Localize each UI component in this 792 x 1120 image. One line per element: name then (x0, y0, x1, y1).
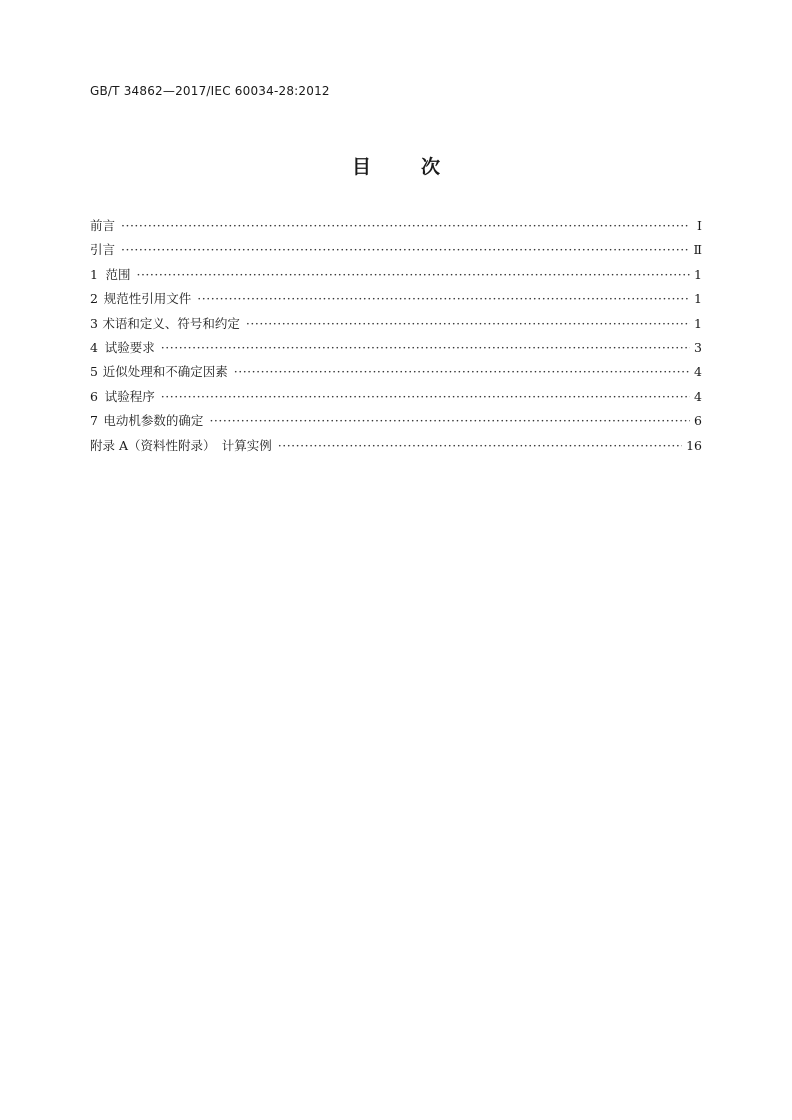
toc-entry-5[interactable] (90, 362, 702, 386)
toc-dot-leader (136, 267, 690, 282)
toc-dot-leader (197, 291, 690, 306)
toc-entry-introduction[interactable] (90, 240, 702, 264)
toc-label: 术语和定义、符号和约定 (102, 315, 240, 331)
toc-section-number: 1 (90, 266, 98, 282)
toc-page-number: Ⅱ (693, 242, 702, 258)
toc-page-number: 4 (694, 364, 702, 380)
toc-section-number: 2 (90, 291, 98, 307)
toc-section-number: 4 (90, 339, 98, 355)
toc-label: 引言 (90, 242, 116, 258)
toc-entry-7[interactable] (90, 411, 702, 435)
standard-code-header: GB/T 34862—2017/IEC 60034-28:2012 (90, 84, 330, 98)
toc-section-number: 6 (90, 388, 98, 404)
toc-dot-leader (121, 242, 689, 257)
toc-page-number: 16 (686, 437, 702, 453)
toc-entry-foreword[interactable] (90, 216, 702, 240)
title-char-1: 目 (351, 156, 371, 178)
toc-dot-leader (161, 389, 690, 404)
toc-entry-1[interactable] (90, 265, 702, 289)
toc-dot-leader (209, 413, 690, 428)
toc-entry-4[interactable] (90, 338, 702, 362)
toc-label: 前言 (90, 218, 116, 233)
toc-dot-leader (161, 340, 690, 355)
toc-page-number: 1 (694, 291, 702, 307)
toc-label: 试验要求 (104, 339, 155, 355)
toc-dot-leader (121, 218, 690, 233)
toc-section-number: 5 (90, 364, 98, 380)
toc-section-number: 7 (90, 413, 98, 429)
toc-label: 规范性引用文件 (103, 291, 192, 307)
toc-dot-leader (234, 364, 690, 379)
toc-entry-6[interactable] (90, 387, 702, 411)
toc-label: 附录 A（资料性附录） 计算实例 (90, 437, 272, 453)
toc-dot-leader (278, 438, 682, 453)
toc-label: 范围 (105, 266, 131, 282)
title-char-2: 次 (421, 156, 441, 178)
toc-page-number: 4 (694, 388, 702, 404)
toc-label: 近似处理和不确定因素 (102, 364, 228, 380)
toc-label: 电动机参数的确定 (103, 413, 204, 429)
toc-entry-annex-a[interactable] (90, 436, 702, 460)
toc-page-number: 6 (694, 413, 702, 429)
toc-section-number: 3 (90, 315, 98, 331)
toc-page-number: 3 (694, 339, 702, 355)
page-title (0, 152, 792, 179)
toc-dot-leader (246, 316, 690, 331)
toc-entry-2[interactable] (90, 289, 702, 313)
toc-page-number: Ⅰ (697, 218, 702, 233)
toc-entry-3[interactable] (90, 314, 702, 338)
toc-page-number: 1 (694, 266, 702, 282)
toc-page-number: 1 (694, 315, 702, 331)
table-of-contents (90, 216, 702, 460)
toc-label: 试验程序 (104, 388, 155, 404)
